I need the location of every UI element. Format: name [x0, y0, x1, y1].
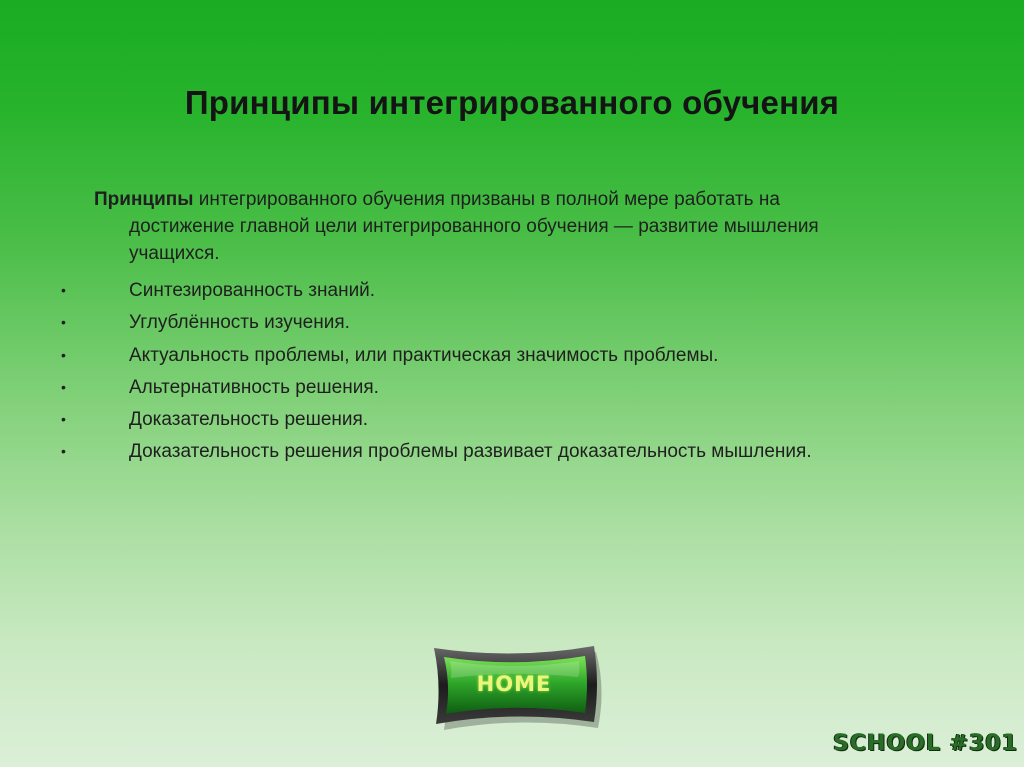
list-item-text: Актуальность проблемы, или практическая значимость проблемы. [129, 344, 719, 366]
intro-line-1-text: интегрированного обучения призваны в полной мере работать на [193, 189, 780, 210]
list-item-text: Альтернативность решения. [129, 376, 379, 398]
bullet-dot-icon: • [61, 443, 66, 460]
list-item-text: Доказательность решения проблемы развивает доказательность мышления. [129, 441, 812, 463]
bullet-dot-icon: • [61, 282, 66, 298]
home-button-label: HOME [476, 672, 552, 696]
slide-title: Принципы интегрированного обучения [184, 84, 840, 121]
list-item-text: Доказательность решения. [129, 409, 369, 431]
intro-line-3: учащихся. [129, 243, 220, 264]
school-logo-text: SCHOOL #301 [833, 731, 1018, 756]
list-item-text: Синтезированность знаний. [129, 280, 376, 301]
bullet-dot-icon: • [61, 411, 66, 428]
intro-bold-lead: Принципы [94, 189, 194, 210]
intro-line-1 [94, 186, 984, 213]
bullet-dot-icon: • [61, 314, 66, 331]
intro-line-2: достижение главной цели интегрированного обучения — развитие мышления [129, 216, 819, 237]
home-button[interactable] [430, 644, 606, 732]
intro-paragraph [94, 186, 984, 267]
bullet-dot-icon: • [61, 378, 66, 395]
list-item-text: Углублённость изучения. [129, 312, 350, 334]
bullet-dot-icon: • [61, 346, 66, 363]
